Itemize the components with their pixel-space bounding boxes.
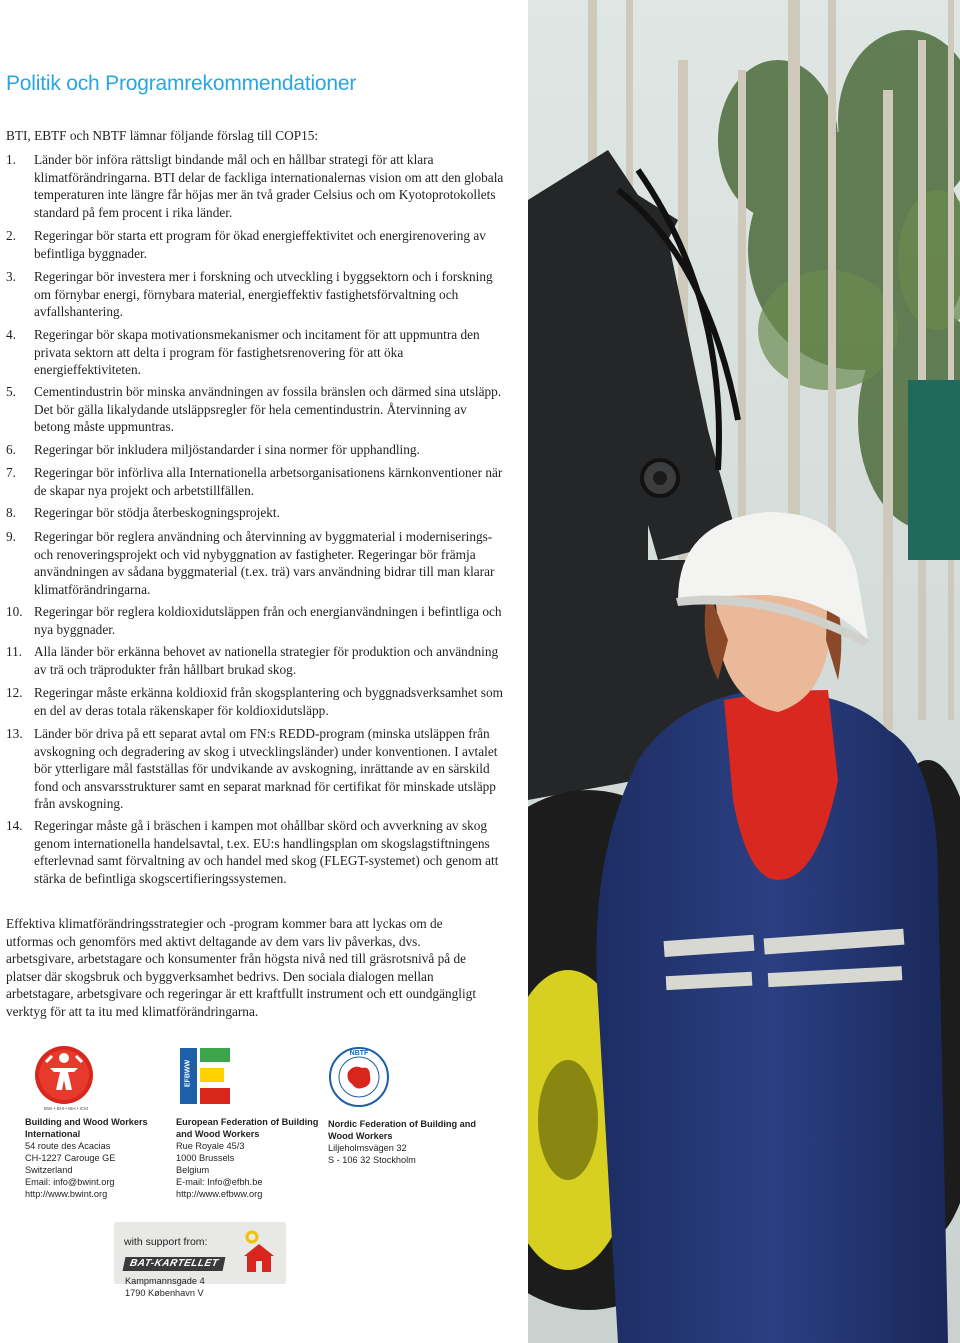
- item-text: Regeringar bör inkludera miljöstandarder i sina normer för upphandling.: [34, 442, 420, 457]
- list-item: [6, 227, 506, 262]
- item-number: 9.: [6, 529, 16, 544]
- item-number: 13.: [6, 726, 23, 741]
- bwi-caption: BWI • BHI • IBH • ICM: [44, 1106, 88, 1111]
- contact-line: 54 route des Acacias: [25, 1141, 111, 1151]
- item-text: Regeringar bör reglera användning och återvinning av byggmaterial i moderniserings- och renoveringsprojekt och vid nybyggnation av fastigheter. Regeringar bör främja användningen av sådana byggmaterial (t.ex. trä) vars användning bidrar till man klarar klimatförändringarna.: [34, 529, 495, 597]
- item-number: 3.: [6, 269, 16, 284]
- list-item: [6, 817, 506, 887]
- item-text: Regeringar bör reglera koldioxidutsläppen från och energianvändningen i befintliga och nya byggnader.: [34, 604, 502, 637]
- item-text: Regeringar måste erkänna koldioxid från skogsplantering och byggnadsverksamhet som en del av deras totala räkenskaper för koldioxidutsläpp.: [34, 685, 503, 718]
- item-number: 7.: [6, 465, 16, 480]
- support-address: [125, 1275, 205, 1299]
- contact-efbww: [176, 1116, 326, 1200]
- contact-nbtf: [328, 1118, 478, 1166]
- contact-name: European Federation of Building and Wood Workers: [176, 1117, 319, 1139]
- closing-paragraph: Effektiva klimatförändringsstrategier och -program kommer bara att lyckas om de utformas och genomförs med aktivt deltagande av dem vars liv påverkas, dvs. arbetsgivare, arbetstagare och konsumenter från högsta nivå ned till gräsrotsnivå på de platser där skogsbruk och byggverksamhet bedrivs. Den sociala dialogen mellan arbetstagare, arbetsgivare och regeringar är ett kraftfullt instrument och ett oundgängligt verktyg för att ta itu med klimatförändringarna.: [6, 916, 477, 1019]
- nbtf-logo: [328, 1046, 390, 1108]
- list-item: [6, 603, 506, 638]
- list-item: [6, 725, 506, 813]
- list-item: [6, 643, 506, 678]
- item-number: 12.: [6, 685, 23, 700]
- nbtf-wordmark: NBTF: [349, 1050, 369, 1057]
- item-number: 11.: [6, 644, 23, 659]
- item-number: 6.: [6, 442, 16, 457]
- list-item: [6, 464, 506, 499]
- list-item: [6, 504, 506, 522]
- efbww-wordmark: EFBWW: [184, 1059, 192, 1088]
- contact-name: Nordic Federation of Building and Wood Workers: [328, 1119, 477, 1141]
- list-item: [6, 528, 506, 598]
- list-item: [6, 441, 506, 459]
- list-item: [6, 684, 506, 719]
- list-item: [6, 151, 506, 221]
- contact-website-link[interactable]: http://www.efbww.org: [176, 1189, 263, 1199]
- support-label: with support from:: [124, 1236, 208, 1248]
- item-number: 10.: [6, 604, 23, 619]
- item-text: Länder bör driva på ett separat avtal om FN:s REDD-program (minska utsläppen från avskogning och degradering av skog i utvecklingsländer) under konventionen. I avtalet bör ytterligare mål fastställas för undvikande av avskogning, inrättande av en särskild fond och ansvarsstrukturer samt en separat marknad för certifikat för minskade utsläpp från avskogning.: [34, 726, 498, 812]
- contact-line: CH-1227 Carouge GE: [25, 1153, 116, 1163]
- efbww-logo: [180, 1046, 232, 1106]
- item-number: 1.: [6, 152, 16, 167]
- contact-line: S - 106 32 Stockholm: [328, 1155, 416, 1165]
- bat-kartellet-logo: BAT-KARTELLET: [123, 1257, 226, 1271]
- contact-bwi: [25, 1116, 165, 1200]
- contact-line: Belgium: [176, 1165, 210, 1175]
- contact-line: 1000 Brussels: [176, 1153, 235, 1163]
- item-text: Regeringar bör införliva alla Internationella arbetsorganisationens kärnkonventioner när de skapar nya projekt och arbetstillfällen.: [34, 465, 503, 498]
- worker-photo: [528, 0, 960, 1343]
- contact-line: Rue Royale 45/3: [176, 1141, 245, 1151]
- item-number: 4.: [6, 327, 16, 342]
- bwi-emblem-icon: [28, 1042, 100, 1114]
- item-text: Regeringar bör stödja återbeskogningsprojekt.: [34, 505, 280, 520]
- contact-line: Liljeholmsvägen 32: [328, 1143, 407, 1153]
- item-text: Regeringar måste gå i bräschen i kampen mot ohållbar skörd och avverkning av skog genom internationella handelsavtal, t.ex. EU:s handlingsplan om skogslagstiftningens efterlevnad samt förvaltning av och handel med skog (FLEGT-systemet) och genom att stärka de befintliga skogscertifieringssystemen.: [34, 818, 499, 886]
- bwi-logo: [28, 1042, 100, 1114]
- contact-name: Building and Wood Workers International: [25, 1117, 148, 1139]
- item-text: Cementindustrin bör minska användningen av fossila bränslen och därmed sina utsläpp. Det bör gälla likalydande utsläppsregler för hela cementindustrin. Återvinning av betong måste uppmuntras.: [34, 384, 502, 435]
- contact-email[interactable]: Email: info@bwint.org: [25, 1177, 115, 1187]
- list-item: [6, 326, 506, 379]
- forestry-worker-image: [528, 0, 960, 1343]
- contact-website-link[interactable]: http://www.bwint.org: [25, 1189, 108, 1199]
- page-title: Politik och Programrekommendationer: [6, 72, 357, 95]
- item-number: 2.: [6, 228, 16, 243]
- item-text: Alla länder bör erkänna behovet av nationella strategier för produktion och användning av trä och träprodukter från hållbart brukad skog.: [34, 644, 499, 677]
- bat-house-icon: [240, 1230, 278, 1276]
- item-number: 14.: [6, 818, 23, 833]
- item-text: Regeringar bör investera mer i forskning och utveckling i byggsektorn och i forskning om förnybar energi, förnybara material, energieffektiv fastighetsförvaltning och avfallshantering.: [34, 269, 493, 320]
- item-text: Regeringar bör skapa motivationsmekanismer och incitament för att uppmuntra den privata sektorn att delta i program för fastighetsrenovering för att öka energieffektiviteten.: [34, 327, 480, 378]
- intro-text: BTI, EBTF och NBTF lämnar följande förslag till COP15:: [6, 128, 319, 143]
- item-number: 8.: [6, 505, 16, 520]
- item-number: 5.: [6, 384, 16, 399]
- support-address-line: 1790 København V: [125, 1288, 204, 1298]
- item-text: Länder bör införa rättsligt bindande mål och en hållbar strategi för att klara klimatförändringarna. BTI delar de fackliga internationalernas vision om att den globala temperaturen inte längre får höjas mer än två grader Celsius och om Kyotoprotokollets standard på fem procent i rika länder.: [34, 152, 504, 220]
- support-address-line: Kampmannsgade 4: [125, 1276, 205, 1286]
- contact-line: Switzerland: [25, 1165, 73, 1175]
- contact-email[interactable]: E-mail: Info@efbh.be: [176, 1177, 263, 1187]
- list-item: [6, 383, 506, 436]
- item-text: Regeringar bör starta ett program för ökad energieffektivitet och energirenovering av befintliga byggnader.: [34, 228, 486, 261]
- list-item: [6, 268, 506, 321]
